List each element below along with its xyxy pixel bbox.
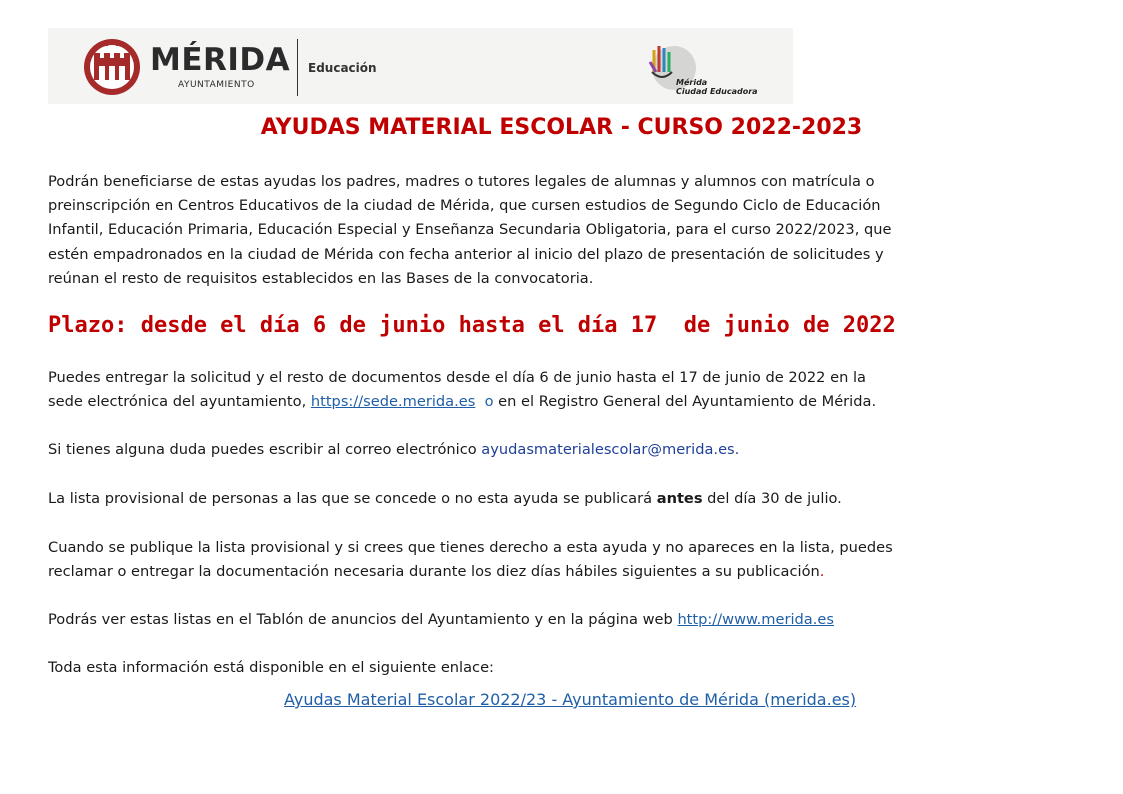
entrega-line-2 [48,390,1068,414]
reclamar-period: . [819,563,825,581]
brand-name: MÉRIDA [150,42,291,78]
intro-paragraph [48,170,1068,291]
intro-line: preinscripción en Centros Educativos de la ciudad de Mérida, que cursen estudios de Segundo Ciclo de Educación [48,197,881,215]
entrega-text: sede electrónica del ayuntamiento, [48,393,311,411]
listas-web-paragraph [48,608,1068,632]
o-link[interactable]: o [484,393,494,411]
entrega-paragraph [48,366,1068,414]
reclamar-line-2 [48,560,1068,584]
intro-line: estén empadronados en la ciudad de Mérida con fecha anterior al inicio del plazo de presentación de solicitudes y [48,245,884,263]
sede-electronica-link[interactable]: https://sede.merida.es [310,393,476,411]
reclamar-text: reclamar o entregar la documentación necesaria durante los diez días hábiles siguientes a su publicación [48,563,820,581]
ciudad-line-1: Mérida [676,78,708,87]
lista-paragraph [48,487,1068,511]
info-paragraph: Toda esta información está disponible en el siguiente enlace: [48,659,494,676]
brand-subtitle: AYUNTAMIENTO [178,80,255,90]
entrega-text: en el Registro General del Ayuntamiento de Mérida. [493,393,877,411]
duda-text: Si tienes alguna duda puedes escribir al correo electrónico [48,441,482,458]
merida-logo [82,36,382,100]
brand-divider [297,39,298,96]
reclamar-line: Cuando se publique la lista provisional y si crees que tienes derecho a esta ayuda y no apareces en la lista, puedes [48,539,893,556]
lista-text: La lista provisional de personas a las que se concede o no esta ayuda se publicará [48,490,657,507]
page-title: AYUDAS MATERIAL ESCOLAR - CURSO 2022-2023 [260,115,863,140]
ciudad-educadora-text [676,78,758,96]
listas-web-text: Podrás ver estas listas en el Tablón de anuncios del Ayuntamiento y en la página web [48,611,678,628]
intro-line: Infantil, Educación Primaria, Educación Especial y Enseñanza Secundaria Obligatoria, para el curso 2022/2023, que [48,221,892,239]
entrega-line: Puedes entregar la solicitud y el resto de documentos desde el día 6 de junio hasta el 17 de junio de 2022 en la [48,369,866,386]
merida-web-link[interactable]: http://www.merida.es [677,611,834,628]
intro-line: Podrán beneficiarse de estas ayudas los padres, madres o tutores legales de alumnas y alumnos con matrícula o [48,173,875,190]
ciudad-educadora-logo [640,38,790,100]
duda-paragraph [48,438,1068,462]
castle-logo-icon [82,36,142,98]
intro-line: reúnan el resto de requisitos establecidos en las Bases de la convocatoria. [48,269,594,287]
ayudas-material-escolar-link[interactable]: Ayudas Material Escolar 2022/23 - Ayuntamiento de Mérida (merida.es) [284,690,857,709]
lista-text: del día 30 de julio. [702,490,842,507]
plazo-heading: Plazo: desde el día 6 de junio hasta el día 17 de junio de 2022 [48,313,896,338]
reclamar-paragraph [48,536,1068,584]
brand-department: Educación [308,61,377,75]
ciudad-line-2: Ciudad Educadora [676,87,758,96]
lista-bold: antes [656,490,703,507]
email-address[interactable]: ayudasmaterialescolar@merida.es. [481,441,740,458]
